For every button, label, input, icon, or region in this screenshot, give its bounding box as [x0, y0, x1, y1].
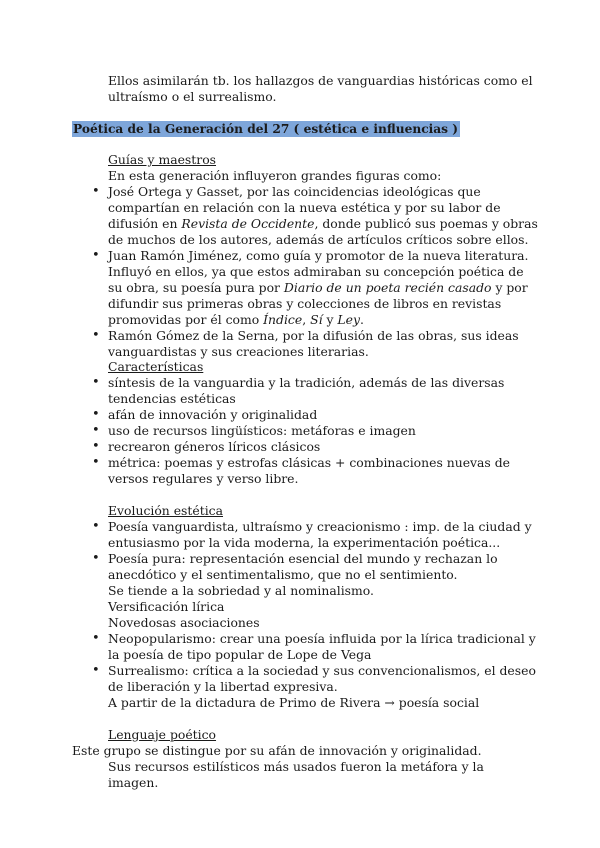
italic-title: Índice — [263, 312, 303, 327]
list-item: • Ramón Gómez de la Serna, por la difusión de las obras, sus ideas vanguardistas y sus creaciones literarias. — [92, 328, 519, 359]
bullet-icon: • — [92, 184, 100, 199]
bullet-icon: • — [92, 455, 100, 470]
italic-title: Revista de Occidente — [181, 216, 315, 231]
main-heading: Poética de la Generación del 27 ( estética e influencias ) — [73, 122, 459, 136]
evolucion-note: Versificación lírica — [108, 599, 225, 614]
evolucion-note: Se tiende a la sobriedad y al nominalismo. — [108, 583, 374, 598]
section-title-guias: Guías y maestros — [108, 152, 217, 167]
bullet-icon: • — [92, 407, 100, 422]
section-title-caracteristicas: Características — [108, 359, 204, 374]
guias-list — [92, 184, 540, 360]
intro-line-1: Ellos asimilarán tb. los hallazgos de vanguardias históricas como el — [108, 73, 533, 88]
section-title-lenguaje: Lenguaje poético — [108, 727, 217, 742]
lenguaje-line-2: Sus recursos estilísticos más usados fueron la metáfora y la imagen. — [108, 759, 484, 790]
italic-title: Diario de un poeta recién casado — [283, 280, 492, 295]
list-item: • uso de recursos lingüísticos: metáforas e imagen — [92, 423, 416, 438]
italic-title: Ley — [337, 312, 360, 327]
list-item: • Surrealismo: crítica a la sociedad y sus convencionalismos, el deseo de liberación y la libertad expresiva. A partir de la dictadura de Primo de Rivera → poesía social — [108, 663, 540, 711]
list-item: • Poesía pura: representación esencial del mundo y rechazan lo anecdótico y el sentimentalismo, que no el sentimiento. Se tiende a la sobriedad y al nominalismo. Versificación lírica Novedosas asociaciones — [108, 551, 540, 631]
list-item: • Neopopularismo: crear una poesía influida por la lírica tradicional y la poesía de tipo popular de Lope de Vega — [92, 631, 536, 662]
list-item: • Juan Ramón Jiménez, como guía y promotor de la nueva literatura. Influyó en ellos, ya que estos admiraban su concepción poética de su obra, su poesía pura por Diario de un poeta recién casado y por difundir sus primeras obras y colecciones de libros en revistas promovidas por él como Índice, Sí y Ley. — [92, 248, 529, 327]
bullet-icon: • — [92, 663, 100, 678]
guias-intro: En esta generación influyeron grandes figuras como: — [108, 168, 442, 183]
intro-line-2: ultraísmo o el surrealismo. — [108, 89, 277, 104]
section-title-evolucion: Evolución estética — [108, 503, 224, 518]
italic-title: Sí — [310, 312, 323, 327]
evolucion-note: Novedosas asociaciones — [108, 615, 260, 630]
caracteristicas-list — [92, 375, 540, 487]
bullet-icon: • — [92, 423, 100, 438]
list-item: • métrica: poemas y estrofas clásicas + combinaciones nuevas de versos regulares y verso libre. — [92, 455, 510, 486]
evolucion-note: A partir de la dictadura de Primo de Rivera → poesía social — [108, 695, 480, 710]
lenguaje-line-1: Este grupo se distingue por su afán de innovación y originalidad. — [72, 743, 482, 758]
list-item: • síntesis de la vanguardia y la tradición, además de las diversas tendencias estéticas — [92, 375, 505, 406]
list-item: • Poesía vanguardista, ultraísmo y creacionismo : imp. de la ciudad y entusiasmo por la vida moderna, la experimentación poética... — [92, 519, 532, 550]
bullet-icon: • — [92, 519, 100, 534]
list-item: • José Ortega y Gasset, por las coincidencias ideológicas que compartían en relación con la nueva estética y por su labor de difusión en Revista de Occidente, donde publicó sus poemas y obras de muchos de los autores, además de artículos críticos sobre ellos. — [92, 184, 538, 247]
bullet-icon: • — [92, 631, 100, 646]
bullet-icon: • — [92, 375, 100, 390]
list-item: • recrearon géneros líricos clásicos — [92, 439, 321, 454]
bullet-icon: • — [92, 439, 100, 454]
bullet-icon: • — [92, 248, 100, 263]
bullet-icon: • — [92, 328, 100, 343]
bullet-icon: • — [92, 551, 100, 566]
list-item: • afán de innovación y originalidad — [92, 407, 318, 422]
evolucion-list — [92, 519, 540, 711]
